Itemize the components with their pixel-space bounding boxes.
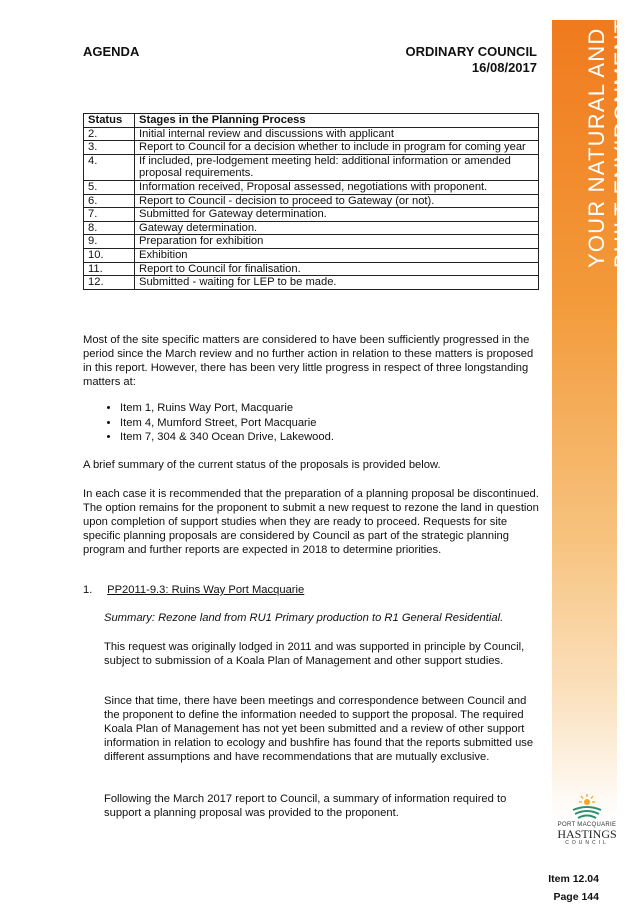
stage-cell: Exhibition	[135, 248, 539, 262]
stage-cell: Preparation for exhibition	[135, 235, 539, 249]
section-paragraph-2: Since that time, there have been meetings and correspondence between Council and the proponent to define the information needed to support the proposal. The required Koala Plan of Management has not yet been submitted and a review of other support information in relation to ecology and bushfire has found that the reports submitted use different assumptions and have recommendations that are mutually exclusive.	[104, 695, 534, 763]
table-header-row	[84, 114, 539, 128]
status-cell: 12.	[84, 276, 135, 290]
side-banner-line-2: BUILT ENVIRONMENT	[610, 18, 635, 268]
stage-cell: Report to Council for finalisation.	[135, 262, 539, 276]
table-row	[84, 180, 539, 194]
stage-cell: Gateway determination.	[135, 221, 539, 235]
intro-paragraph	[83, 333, 539, 389]
side-banner-line-1: YOUR NATURAL AND	[584, 27, 609, 268]
longstanding-matters-list	[98, 401, 334, 445]
section-paragraph-1: This request was originally lodged in 2011 and was supported in principle by Council, subject to submission of a Koala Plan of Management and other support studies.	[104, 641, 525, 667]
section-paragraph-3: Following the March 2017 report to Council, a summary of information required to support a planning proposal was provided to the proponent.	[104, 793, 507, 819]
agenda-label: AGENDA	[83, 44, 140, 59]
column-header-stages: Stages in the Planning Process	[135, 114, 539, 128]
status-cell: 8.	[84, 221, 135, 235]
list-item: • Item 1, Ruins Way Port, Macquarie	[120, 401, 334, 416]
table-row	[84, 276, 539, 290]
logo-line-bottom: COUNCIL	[565, 840, 609, 846]
stage-cell: Report to Council for a decision whether to include in program for coming year	[135, 141, 539, 155]
list-item: • Item 7, 304 & 340 Ocean Drive, Lakewood.	[120, 430, 334, 445]
status-cell: 4.	[84, 154, 135, 180]
status-cell: 10.	[84, 248, 135, 262]
status-cell: 5.	[84, 180, 135, 194]
recommendation-paragraph	[83, 487, 539, 557]
table-row	[84, 127, 539, 141]
table-row	[84, 262, 539, 276]
stage-cell: Report to Council - decision to proceed to Gateway (or not).	[135, 194, 539, 208]
status-cell: 2.	[84, 127, 135, 141]
stage-cell: Submitted - waiting for LEP to be made.	[135, 276, 539, 290]
section-number: 1.	[83, 584, 93, 596]
table-row	[84, 194, 539, 208]
status-cell: 7.	[84, 208, 135, 222]
table-row	[84, 154, 539, 180]
status-cell: 11.	[84, 262, 135, 276]
item-number: Item 12.04	[548, 873, 599, 885]
table-row	[84, 208, 539, 222]
section-summary: Summary: Rezone land from RU1 Primary production to R1 General Residential.	[104, 612, 504, 624]
status-cell: 3.	[84, 141, 135, 155]
planning-stages-table	[83, 113, 539, 290]
meeting-date: 16/08/2017	[471, 60, 537, 75]
side-banner-text	[584, 19, 636, 268]
table-row	[84, 141, 539, 155]
logo-line-top: PORT MACQUARIE	[557, 822, 617, 828]
list-item: • Item 4, Mumford Street, Port Macquarie	[120, 416, 334, 431]
logo-line-middle: HASTINGS	[557, 827, 617, 841]
section-title: PP2011-9.3: Ruins Way Port Macquarie	[107, 584, 305, 596]
status-cell: 6.	[84, 194, 135, 208]
council-logo	[556, 794, 618, 846]
table-row	[84, 235, 539, 249]
intro-text: Most of the site specific matters are considered to have been sufficiently progressed in the period since the March review and no further action in relation to these matters is proposed in this report. However, there has been very little progress in respect of three longstanding matters at:	[83, 334, 534, 388]
status-cell: 9.	[84, 235, 135, 249]
page-number: Page 144	[553, 891, 599, 903]
summary-intro-text: A brief summary of the current status of the proposals is provided below.	[83, 459, 441, 471]
column-header-status: Status	[84, 114, 135, 128]
stage-cell: If included, pre-lodgement meeting held: additional information or amended proposal requirements.	[135, 154, 539, 180]
sun-waves-icon	[569, 794, 605, 820]
section-1-heading	[83, 584, 304, 596]
stage-cell: Submitted for Gateway determination.	[135, 208, 539, 222]
stage-cell: Information received, Proposal assessed, negotiations with proponent.	[135, 180, 539, 194]
stage-cell: Initial internal review and discussions with applicant	[135, 127, 539, 141]
table-row	[84, 221, 539, 235]
summary-intro-paragraph	[83, 458, 539, 472]
meeting-title: ORDINARY COUNCIL	[405, 44, 537, 59]
meeting-header	[406, 44, 537, 76]
table-row	[84, 248, 539, 262]
recommendation-text: In each case it is recommended that the preparation of a planning proposal be discontinued. The option remains for the proponent to submit a new request to rezone the land in question upon completion of support studies when they are ready to proceed. Requests for site specific planning proposals are considered by Council as part of the strategic planning program and further reports are expected in 2018 to determine priorities.	[83, 488, 539, 556]
